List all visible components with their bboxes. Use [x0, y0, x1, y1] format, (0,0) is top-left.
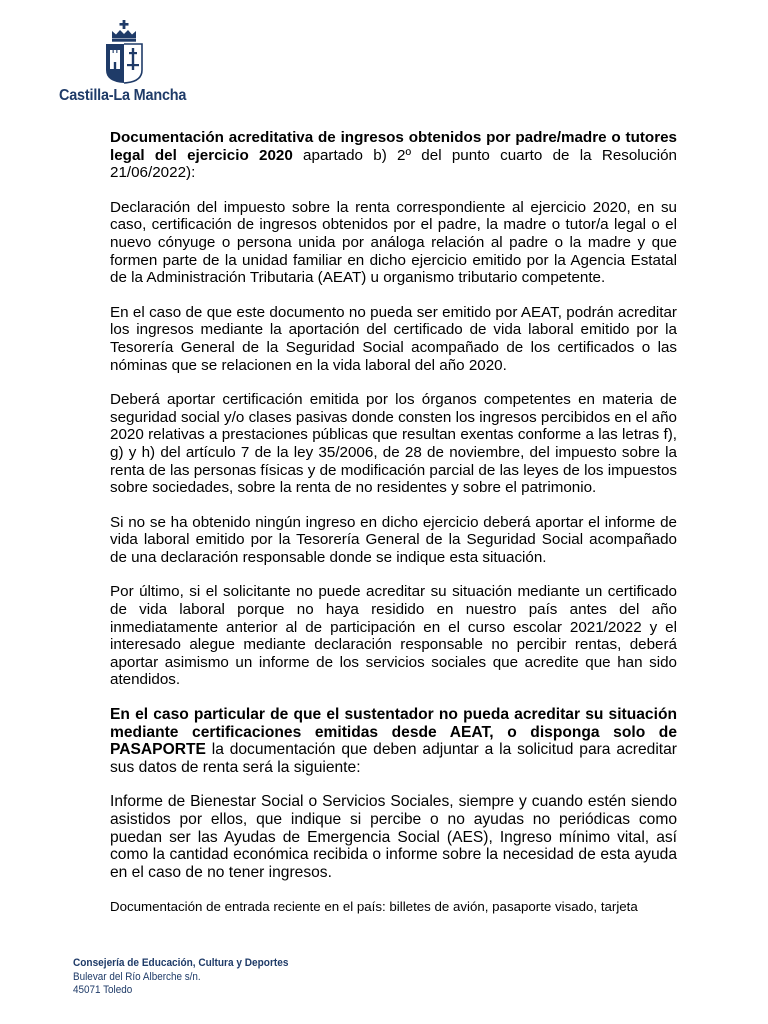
heading-regular-text: apartado b) 2º del punto cuarto de la Resolución 21/06/2022):	[110, 146, 677, 182]
heading-bold-text: Documentación acreditativa de ingresos obtenidos por padre/madre o tutores legal del ejercicio 2020	[110, 129, 677, 164]
heading-paragraph	[110, 129, 677, 182]
logo-wordmark: Castilla-La Mancha	[59, 87, 187, 104]
footer-address-city: 45071 Toledo	[73, 983, 133, 996]
institution-logo	[56, 20, 196, 108]
castilla-la-mancha-emblem-icon	[104, 20, 144, 84]
paragraph-work-life-certificate: En el caso de que este documento no pueda ser emitido por AEAT, podrán acreditar los ingresos mediante la aportación del certificado de vida laboral emitido por la Tesorería General de la Seguridad Social acompañado de los certificados o las nóminas que se relacionen en la vida laboral del año 2020.	[110, 303, 677, 374]
footer-department: Consejería de Educación, Cultura y Deportes	[73, 957, 289, 969]
paragraph-entry-documentation: Documentación de entrada reciente en el país: billetes de avión, pasaporte visado, tarjeta	[110, 899, 638, 915]
document-body	[110, 129, 677, 915]
paragraph-social-security-certification: Deberá aportar certificación emitida por los órganos competentes en materia de seguridad social y/o clases pasivas donde consten los ingresos percibidos en el año 2020 relativas a prestaciones públicas que resultan exentas conforme a las letras f), g) y h) del artículo 7 de la ley 35/2006, de 28 de noviembre, del impuesto sobre la renta de las personas físicas y de modificación parcial de las leyes de los impuestos sobre sociedades, sobre la renta de no residentes y sobre el patrimonio.	[110, 391, 677, 497]
paragraph-no-income: Si no se ha obtenido ningún ingreso en dicho ejercicio deberá aportar el informe de vida laboral emitido por la Tesorería General de la Seguridad Social acompañado de una declaración responsable donde se indique esta situación.	[110, 513, 677, 566]
paragraph-income-declaration: Declaración del impuesto sobre la renta correspondiente al ejercicio 2020, en su caso, certificación de ingresos obtenidos por el padre, la madre o tutor/a legal o el nuevo cónyuge o persona unida por análoga relación al padre o la madre y que formen parte de la unidad familiar en dicho ejercicio emitido por la Agencia Estatal de la Administración Tributaria (AEAT) u organismo tributario competente.	[110, 198, 677, 287]
passport-case-bold-text: En el caso particular de que el sustentador no pueda acreditar su situación mediante certificaciones emitidas desde AEAT, o disponga solo de PASAPORTE	[110, 706, 677, 759]
paragraph-passport-case	[110, 706, 677, 776]
footer-address-street: Bulevar del Río Alberche s/n.	[73, 970, 201, 983]
page-footer	[73, 957, 288, 997]
passport-case-regular-text: la documentación que deben adjuntar a la solicitud para acreditar sus datos de renta será la siguiente:	[110, 741, 677, 776]
paragraph-welfare-report: Informe de Bienestar Social o Servicios Sociales, siempre y cuando estén siendo asistidos por ellos, que indique si percibe o no ayudas no periódicas como puedan ser las Ayudas de Emergencia Social (AES), Ingreso mínimo vital, así como la cantidad económica recibida o informe sobre la necesidad de esta ayuda en el caso de no tener ingresos.	[110, 793, 677, 881]
paragraph-social-services-report: Por último, si el solicitante no puede acreditar su situación mediante un certificado de vida laboral porque no haya residido en nuestro país antes del año inmediatamente anterior al de participación en el curso escolar 2021/2022 y el interesado alegue mediante declaración responsable no percibir rentas, deberá aportar asimismo un informe de los servicios sociales que acredite que han sido atendidos.	[110, 583, 677, 689]
